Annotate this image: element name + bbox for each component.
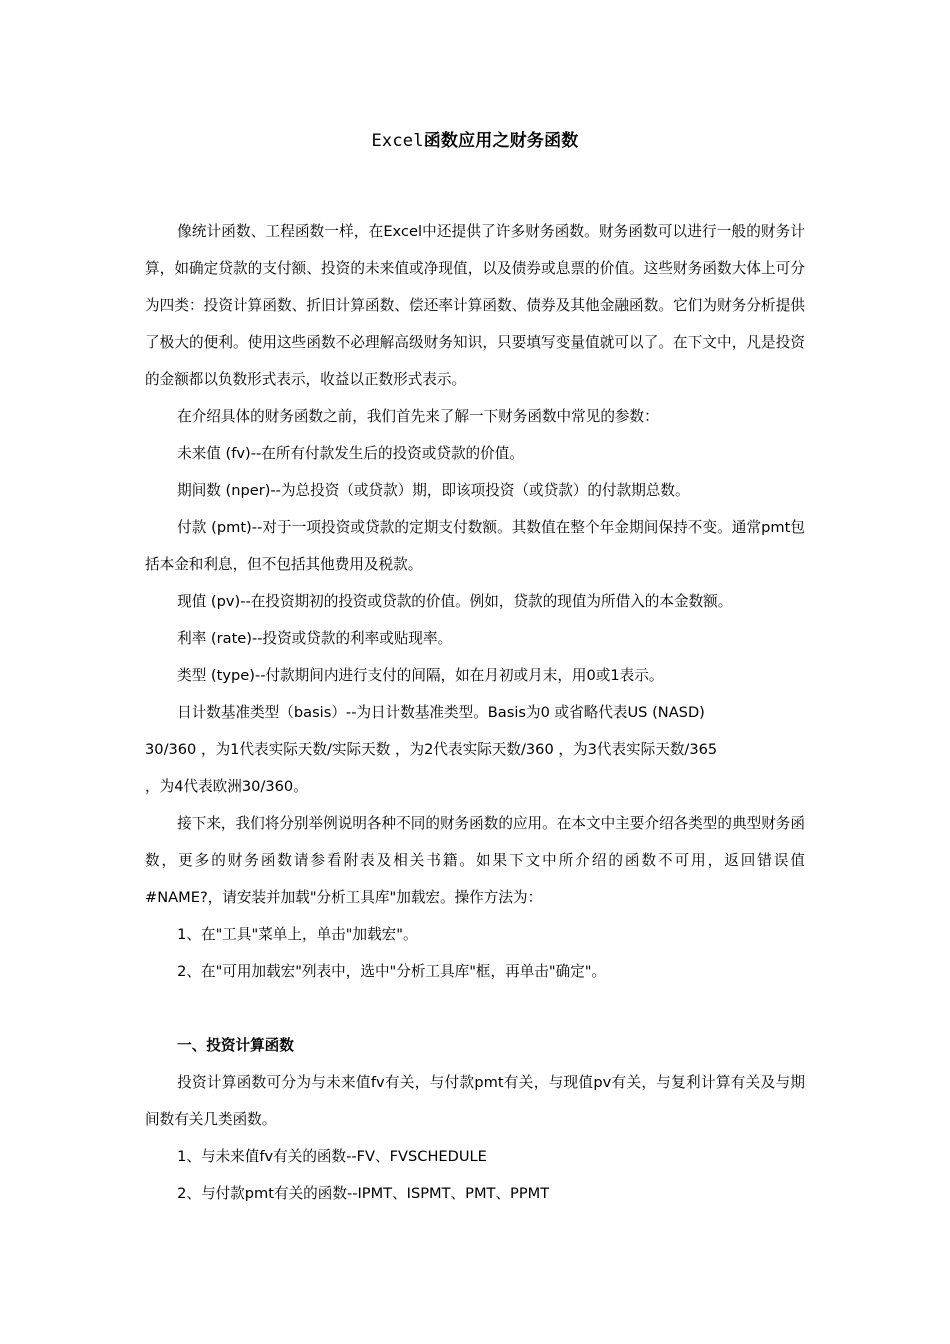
section-item-1: 1、与未来值fv有关的函数--FV、FVSCHEDULE [177, 1148, 487, 1165]
spacer [145, 990, 805, 1027]
section-heading: 一、投资计算函数 [177, 1037, 294, 1054]
section-item-2: 2、与付款pmt有关的函数--IPMT、ISPMT、PMT、PPMT [177, 1185, 550, 1202]
basis-line: 日计数基准类型（basis）--为日计数基准类型。Basis为0 或省略代表US (NASD) [177, 704, 705, 721]
basis-line: ，为4代表欧洲30/360。 [145, 778, 308, 795]
param-type: 类型 (type)--付款期间内进行支付的间隔，如在月初或月末，用0或1表示。 [177, 667, 664, 684]
params-intro: 在介绍具体的财务函数之前，我们首先来了解一下财务函数中常见的参数： [177, 408, 659, 425]
param-basis [145, 694, 805, 805]
step-1: 1、在"工具"菜单上，单击"加载宏"。 [177, 926, 418, 943]
param-nper: 期间数 (nper)--为总投资（或贷款）期，即该项投资（或贷款）的付款期总数。 [177, 482, 690, 499]
document-title [0, 126, 950, 151]
title-prefix: Excel [371, 131, 424, 151]
title-rest: 函数应用之财务函数 [423, 131, 579, 151]
document-body [145, 213, 805, 1212]
param-pv: 现值 (pv)--在投资期初的投资或贷款的价值。例如，贷款的现值为所借入的本金数额。 [177, 593, 733, 610]
param-fv: 未来值 (fv)--在所有付款发生后的投资或贷款的价值。 [177, 445, 524, 462]
step-2: 2、在"可用加载宏"列表中，选中"分析工具库"框，再单击"确定"。 [177, 963, 607, 980]
basis-line: 30/360 ，为1代表实际天数/实际天数 ，为2代表实际天数/360 ，为3代表实际天数/365 [145, 741, 718, 758]
next-paragraph: 接下来，我们将分别举例说明各种不同的财务函数的应用。在本文中主要介绍各类型的典型财务函数，更多的财务函数请参看附表及相关书籍。如果下文中所介绍的函数不可用，返回错误值 #NAME?，请安装并加载"分析工具库"加载宏。操作方法为： [145, 815, 805, 906]
param-rate: 利率 (rate)--投资或贷款的利率或贴现率。 [177, 630, 453, 647]
param-pmt: 付款 (pmt)--对于一项投资或贷款的定期支付数额。其数值在整个年金期间保持不变。通常pmt包括本金和利息，但不包括其他费用及税款。 [145, 519, 805, 573]
section-paragraph: 投资计算函数可分为与未来值fv有关，与付款pmt有关，与现值pv有关，与复利计算有关及与期间数有关几类函数。 [145, 1074, 805, 1128]
intro-paragraph: 像统计函数、工程函数一样，在Excel中还提供了许多财务函数。财务函数可以进行一般的财务计算，如确定贷款的支付额、投资的未来值或净现值，以及债券或息票的价值。这些财务函数大体上可分为四类：投资计算函数、折旧计算函数、偿还率计算函数、债券及其他金融函数。它们为财务分析提供了极大的便利。使用这些函数不必理解高级财务知识，只要填写变量值就可以了。在下文中，凡是投资的金额都以负数形式表示，收益以正数形式表示。 [145, 223, 805, 388]
